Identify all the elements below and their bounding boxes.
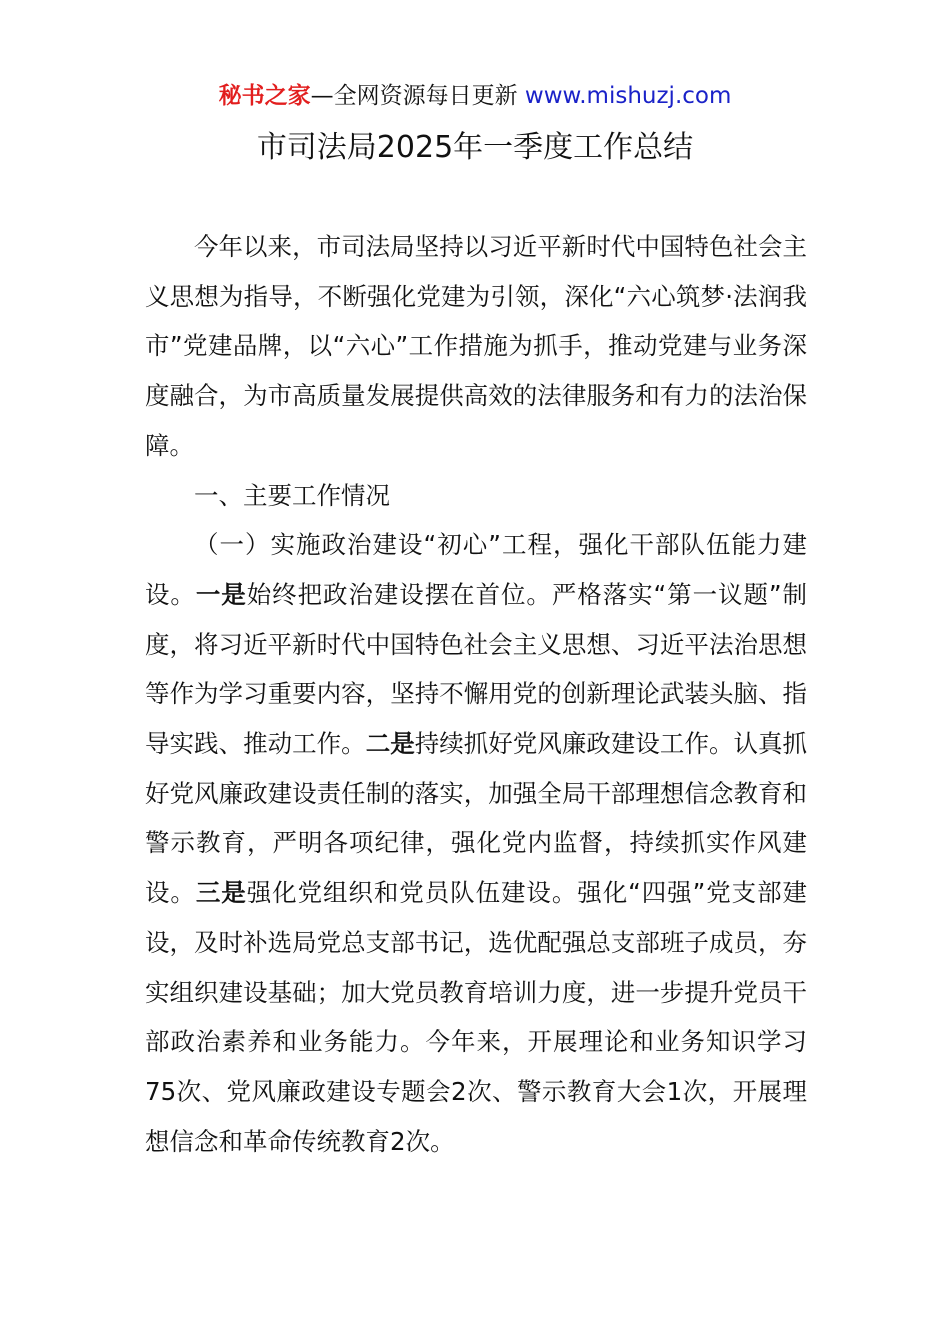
point-label: 一是 [195,579,247,609]
site-tagline: —全网资源每日更新 [310,83,525,109]
point-label: 三是 [195,878,247,908]
document-title: 市司法局2025年一季度工作总结 [256,130,694,165]
section-heading: 一、主要工作情况 [194,480,390,510]
point-label: 二是 [365,729,415,759]
point-text: 强化党组织和党员队伍建设。强化“四强”党支部建设，及时补选局党总支部书记，选优配强总支部班子成员，夯实组织建设基础；加大党员教育培训力度，进一步提升党员干部政治素养和业务能力。今年来，开展理论和业务知识学习75次、党风廉政建设专题会2次、警示教育大会1次，开展理想信念和革命传统教育2次。 [145,878,808,1156]
site-url-link[interactable]: www.mishuzj.com [524,83,732,109]
site-brand: 秘书之家 [218,83,311,109]
intro-paragraph: 今年以来，市司法局坚持以习近平新时代中国特色社会主义思想为指导，不断强化党建为引领，深化“六心筑梦·法润我市”党建品牌，以“六心”工作措施为抓手，推动党建与业务深度融合，为市高质量发展提供高效的法律服务和有力的法治保障。 [145,232,807,460]
subsection-paragraph [145,520,807,1166]
document-body [145,222,807,1166]
point-text: 始终把政治建设摆在首位。严格落实“第一议题”制度，将习近平新时代中国特色社会主义思想、习近平法治思想等作为学习重要内容，坚持不懈用党的创新理论武装头脑、指导实践、推动工作。 [145,579,808,759]
subsection-lead: （一）实施政治建设“初心”工程，强化干部队伍能力建设。 [145,530,807,609]
point-text: 持续抓好党风廉政建设工作。认真抓好党风廉政建设责任制的落实，加强全局干部理想信念教育和警示教育，严明各项纪律，强化党内监督，持续抓实作风建设。 [145,729,808,908]
site-header [0,78,950,114]
